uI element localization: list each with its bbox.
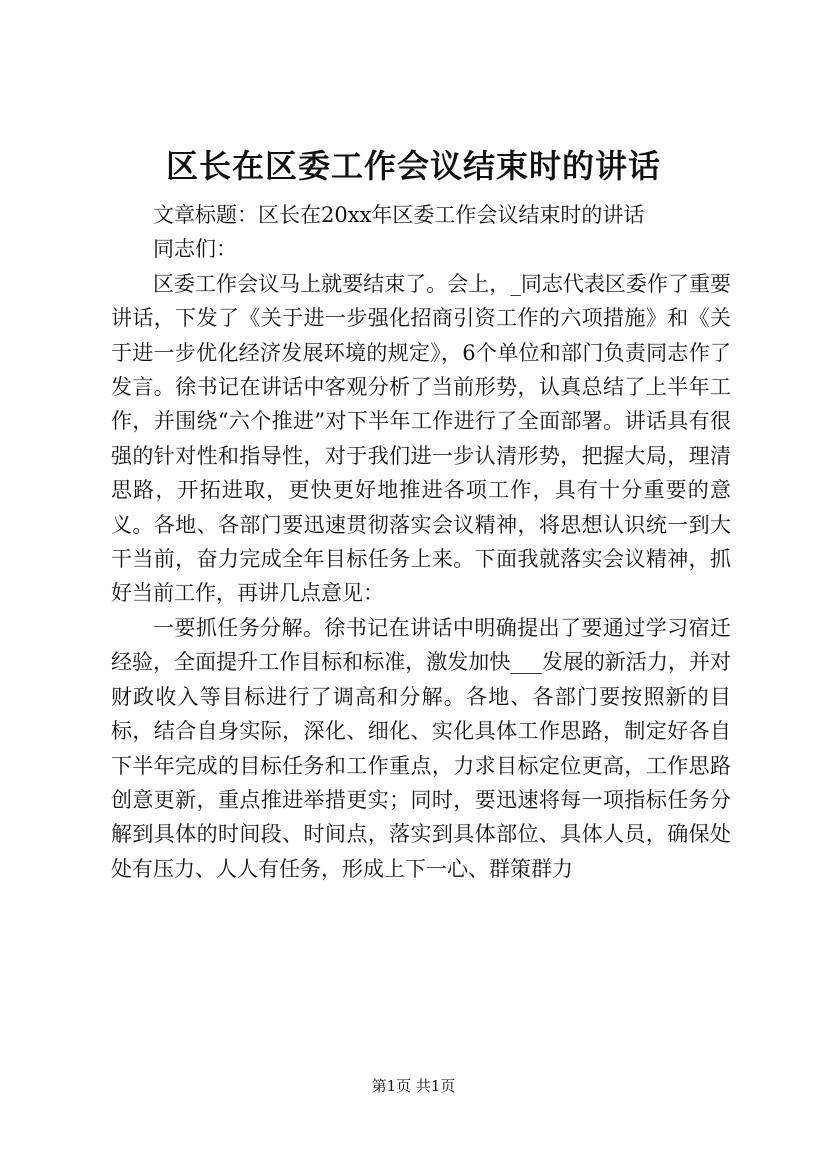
page-footer: 第1页 共1页 xyxy=(371,1077,456,1095)
body-paragraph: 一要抓任务分解。徐书记在讲话中明确提出了要通过学习宿迁经验，全面提升工作目标和标准，激发加快___发展的新活力，并对财政收入等目标进行了调高和分解。各地、各部门要按照新的目标，结合自身实际，深化、细化、实化具体工作思路，制定好各自下半年完成的目标任务和工作重点，力求目标定位更高，工作思路创意更新，重点推进举措更实；同时，要迅速将每一项指标任务分解到具体的时间段、时间点，落实到具体部位、具体人员，确保处处有压力、人人有任务，形成上下一心、群策群力 xyxy=(111,615,731,881)
body-paragraph: 区委工作会议马上就要结束了。会上，_同志代表区委作了重要讲话，下发了《关于进一步强化招商引资工作的六项措施》和《关于进一步优化经济发展环境的规定》，6个单位和部门负责同志作了发言。徐书记在讲话中客观分析了当前形势，认真总结了上半年工作，并围绕“六个推进”对下半年工作进行了全面部署。讲话具有很强的针对性和指导性，对于我们进一步认清形势，把握大局，理清思路，开拓进取，更快更好地推进各项工作，具有十分重要的意义。各地、各部门要迅速贯彻落实会议精神，将思想认识统一到大干当前，奋力完成全年目标任务上来。下面我就落实会议精神，抓好当前工作，再讲几点意见： xyxy=(111,271,731,606)
article-title-line: 文章标题：区长在20xx年区委工作会议结束时的讲话 xyxy=(153,203,645,227)
document-body xyxy=(111,198,731,886)
document-title: 区长在区委工作会议结束时的讲话 xyxy=(165,147,661,185)
salutation: 同志们： xyxy=(153,237,237,262)
